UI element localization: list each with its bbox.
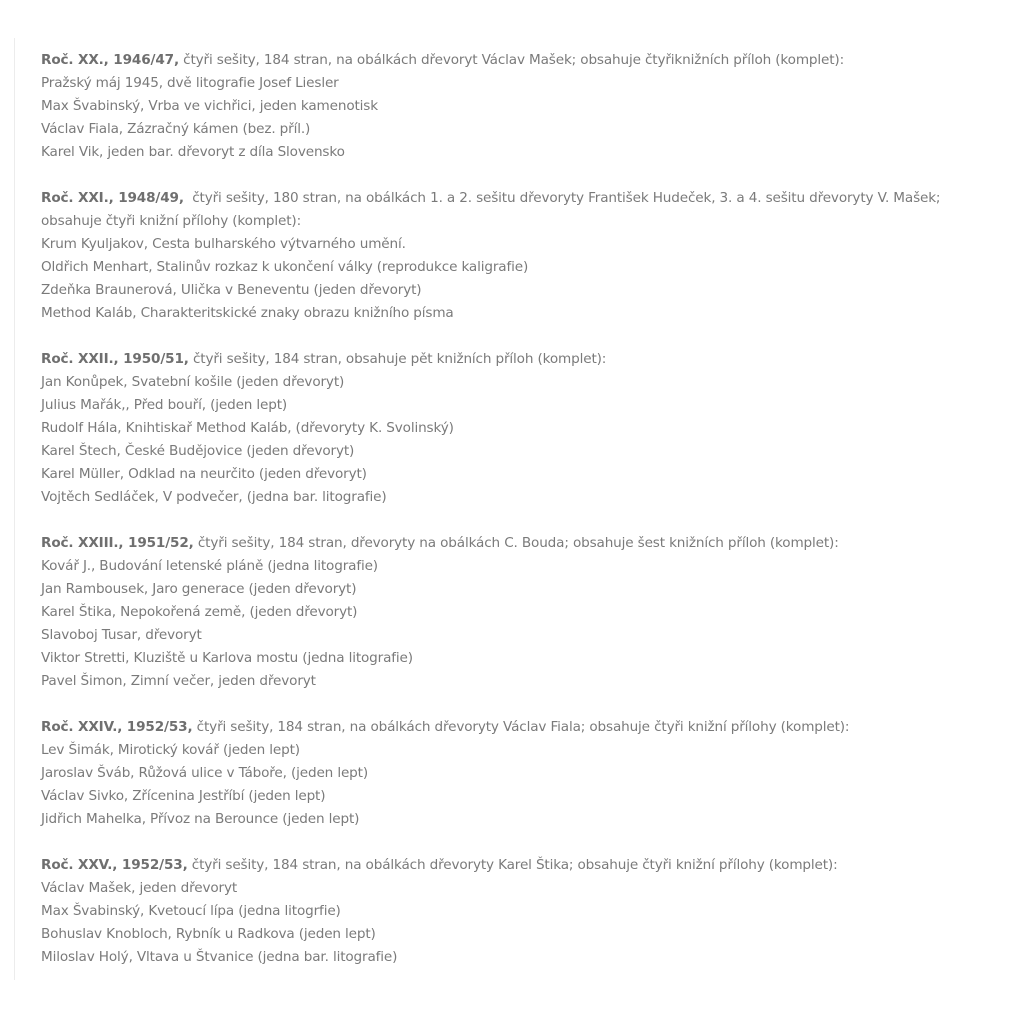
list-item: Václav Mašek, jeden dřevoryt <box>41 880 238 896</box>
list-item: Karel Vik, jeden bar. dřevoryt z díla Slovensko <box>41 144 345 160</box>
volume-header <box>41 49 1004 72</box>
volume-title: Roč. XX., 1946/47, <box>41 52 179 68</box>
list-item: Lev Šimák, Mirotický kovář (jeden lept) <box>41 742 300 758</box>
volume-list <box>14 38 1004 980</box>
list-item: Václav Fiala, Zázračný kámen (bez. příl.) <box>41 121 311 137</box>
volume-block <box>41 854 1004 969</box>
volume-title: Roč. XXIV., 1952/53, <box>41 719 193 735</box>
list-item: Max Švabinský, Kvetoucí lípa (jedna litogrfie) <box>41 903 341 919</box>
list-item: Zdeňka Braunerová, Ulička v Beneventu (jeden dřevoryt) <box>41 282 422 298</box>
list-item: Julius Mařák,, Před bouří, (jeden lept) <box>41 397 288 413</box>
list-item: Viktor Stretti, Kluziště u Karlova mostu (jedna litografie) <box>41 650 413 666</box>
list-item: Max Švabinský, Vrba ve vichřici, jeden kamenotisk <box>41 98 378 114</box>
list-item: Václav Sivko, Zřícenina Jestříbí (jeden lept) <box>41 788 326 804</box>
list-item: Pavel Šimon, Zimní večer, jeden dřevoryt <box>41 673 316 689</box>
volume-title: Roč. XXII., 1950/51, <box>41 351 189 367</box>
list-item: Karel Müller, Odklad na neurčito (jeden dřevoryt) <box>41 466 367 482</box>
volume-header <box>41 187 1004 210</box>
volume-description: čtyři sešity, 184 stran, obsahuje pět knižních příloh (komplet): <box>188 351 607 367</box>
volume-description: čtyři sešity, 184 stran, dřevoryty na obálkách C. Bouda; obsahuje šest knižních příloh (komplet): <box>193 535 839 551</box>
volume-header <box>41 532 1004 555</box>
list-item: Pražský máj 1945, dvě litografie Josef Liesler <box>41 75 339 91</box>
volume-description: čtyři sešity, 184 stran, na obálkách dřevoryty Karel Štika; obsahuje čtyři knižní přílohy (komplet): <box>187 857 838 873</box>
list-item: Miloslav Holý, Vltava u Štvanice (jedna bar. litografie) <box>41 949 398 965</box>
volume-title: Roč. XXV., 1952/53, <box>41 857 188 873</box>
list-item: Jan Rambousek, Jaro generace (jeden dřevoryt) <box>41 581 357 597</box>
volume-header <box>41 348 1004 371</box>
volume-description-continued: obsahuje čtyři knižní přílohy (komplet): <box>41 213 302 229</box>
list-item: Method Kaláb, Charakteritskické znaky obrazu knižního písma <box>41 305 454 321</box>
list-item: Slavoboj Tusar, dřevoryt <box>41 627 202 643</box>
list-item: Rudolf Hála, Knihtiskař Method Kaláb, (dřevoryty K. Svolinský) <box>41 420 454 436</box>
volume-title: Roč. XXI., 1948/49, <box>41 190 184 206</box>
volume-block <box>41 532 1004 693</box>
list-item: Jan Konůpek, Svatební košile (jeden dřevoryt) <box>41 374 345 390</box>
volume-block <box>41 49 1004 164</box>
volume-block <box>41 348 1004 509</box>
list-item: Vojtěch Sedláček, V podvečer, (jedna bar. litografie) <box>41 489 387 505</box>
volume-block <box>41 716 1004 831</box>
volume-title: Roč. XXIII., 1951/52, <box>41 535 194 551</box>
list-item: Karel Štika, Nepokořená země, (jeden dřevoryt) <box>41 604 358 620</box>
list-item: Krum Kyuljakov, Cesta bulharského výtvarného umění. <box>41 236 406 252</box>
list-item: Kovář J., Budování letenské pláně (jedna litografie) <box>41 558 378 574</box>
volume-description: čtyři sešity, 184 stran, na obálkách dřevoryt Václav Mašek; obsahuje čtyřiknižních příloh (komplet): <box>178 52 844 68</box>
list-item: Jidřich Mahelka, Přívoz na Berounce (jeden lept) <box>41 811 360 827</box>
volume-description: čtyři sešity, 184 stran, na obálkách dřevoryty Václav Fiala; obsahuje čtyři knižní přílohy (komplet): <box>192 719 850 735</box>
list-item: Bohuslav Knobloch, Rybník u Radkova (jeden lept) <box>41 926 376 942</box>
list-item: Karel Štech, České Budějovice (jeden dřevoryt) <box>41 443 355 459</box>
volume-header <box>41 854 1004 877</box>
list-item: Oldřich Menhart, Stalinův rozkaz k ukončení války (reprodukce kaligrafie) <box>41 259 529 275</box>
list-item: Jaroslav Šváb, Růžová ulice v Táboře, (jeden lept) <box>41 765 368 781</box>
volume-block <box>41 187 1004 325</box>
volume-header <box>41 716 1004 739</box>
volume-description: čtyři sešity, 180 stran, na obálkách 1. a 2. sešitu dřevoryty František Hudeček, 3. a 4. sešitu dřevoryty V. Mašek; <box>183 190 941 206</box>
